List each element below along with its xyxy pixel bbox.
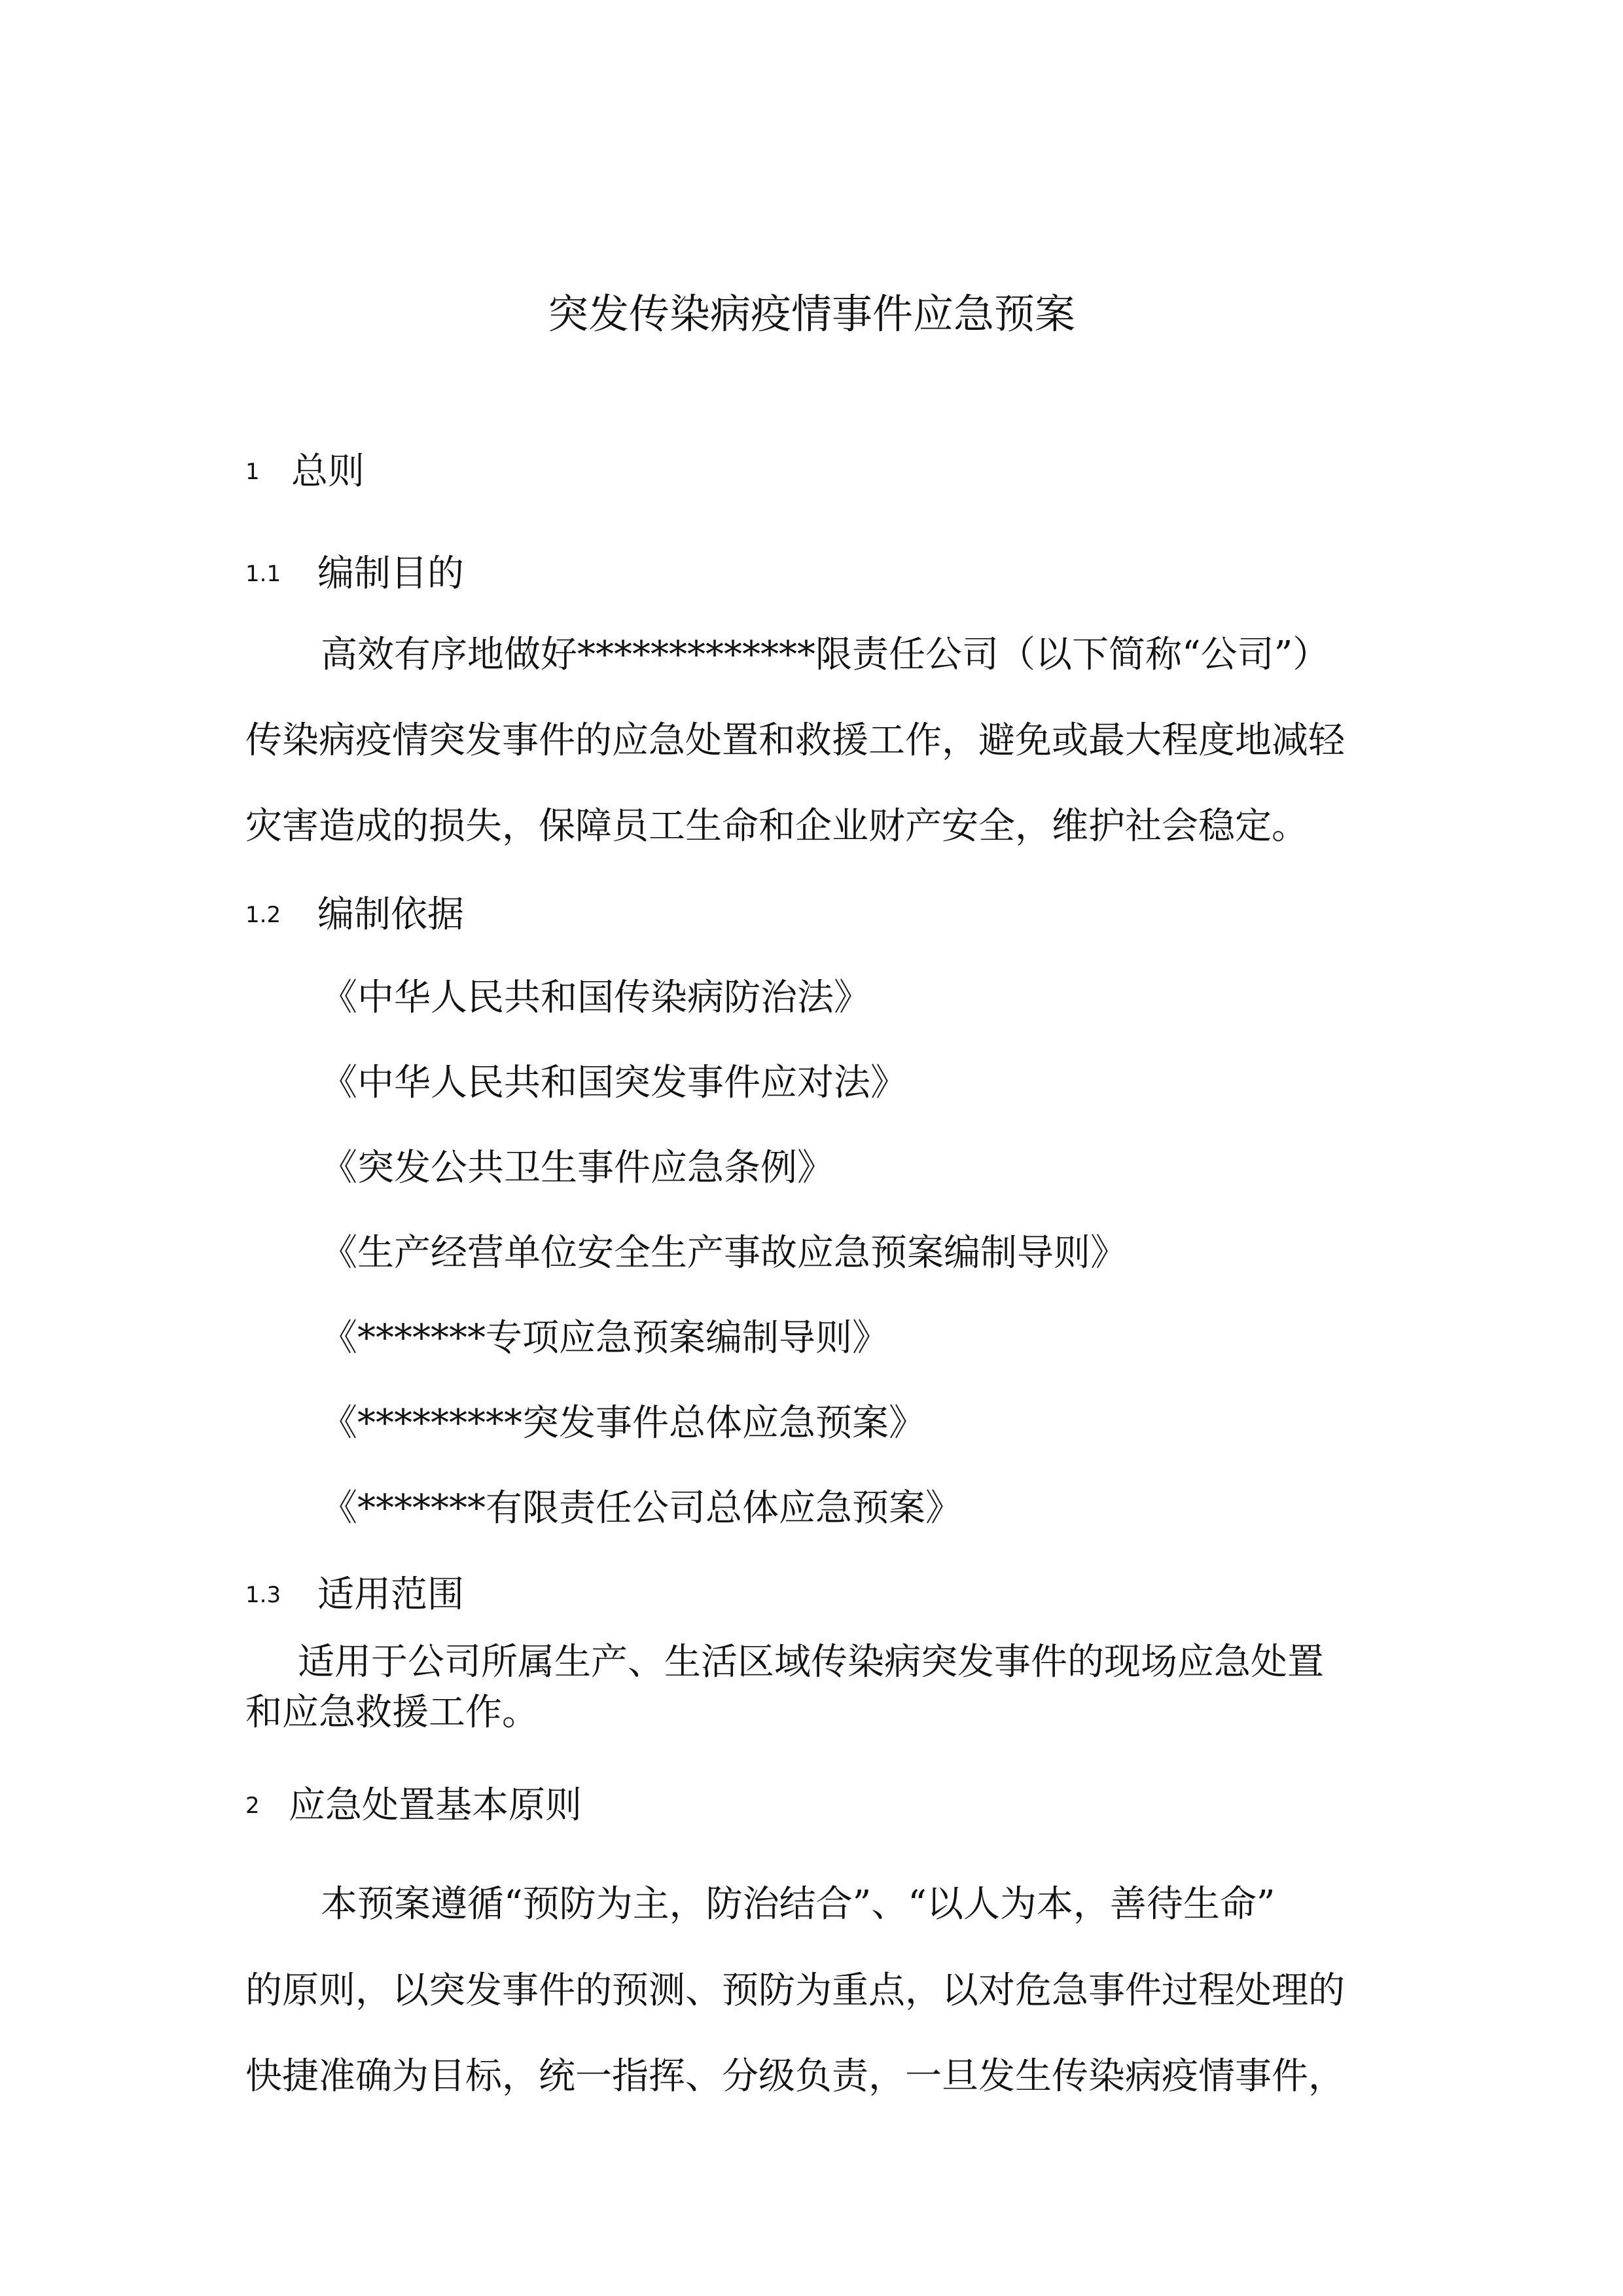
paragraph-line: 灾害造成的损失，保障员工生命和企业财产安全，维护社会稳定。	[245, 805, 1308, 848]
section-heading-1-1	[245, 548, 464, 597]
section-label: 编制依据	[317, 893, 464, 936]
section-label: 应急处置基本原则	[289, 1784, 582, 1827]
reference-item: 《中华人民共和国传染病防治法》	[321, 977, 870, 1019]
reference-item: 《生产经营单位安全生产事故应急预案编制导则》	[321, 1232, 1127, 1274]
section-heading-1	[245, 446, 365, 495]
section-number: 1.2	[245, 901, 281, 928]
section-heading-2	[245, 1780, 582, 1829]
reference-item: 《*******专项应急预案编制导则》	[321, 1317, 889, 1359]
reference-item: 《突发公共卫生事件应急条例》	[321, 1147, 834, 1189]
section-number: 1.1	[245, 560, 281, 587]
section-heading-1-2	[245, 889, 464, 938]
paragraph-line: 高效有序地做好*************限责任公司（以下简称“公司”）	[321, 634, 1330, 676]
section-number: 1.3	[245, 1581, 281, 1608]
paragraph-line: 适用于公司所属生产、生活区域传染病突发事件的现场应急处置	[298, 1641, 1324, 1683]
paragraph-line: 和应急救援工作。	[245, 1691, 539, 1734]
paragraph-line: 的原则，以突发事件的预测、预防为重点，以对危急事件过程处理的	[245, 1969, 1345, 2012]
reference-item: 《*********突发事件总体应急预案》	[321, 1402, 925, 1444]
section-heading-1-3	[245, 1570, 464, 1618]
reference-item: 《*******有限责任公司总体应急预案》	[321, 1487, 962, 1530]
paragraph-line: 传染病疫情突发事件的应急处置和救援工作，避免或最大程度地减轻	[245, 719, 1345, 762]
section-label: 总则	[291, 450, 365, 493]
paragraph-line: 本预案遵循“预防为主，防治结合”、“以人为本，善待生命”	[321, 1883, 1275, 1926]
section-number: 1	[245, 458, 260, 485]
paragraph-line: 快捷准确为目标，统一指挥、分级负责，一旦发生传染病疫情事件，	[245, 2055, 1345, 2098]
section-number: 2	[245, 1792, 260, 1819]
reference-item: 《中华人民共和国突发事件应对法》	[321, 1062, 907, 1104]
section-label: 适用范围	[317, 1573, 464, 1616]
document-title: 突发传染病疫情事件应急预案	[547, 290, 1075, 338]
section-label: 编制目的	[317, 552, 464, 595]
